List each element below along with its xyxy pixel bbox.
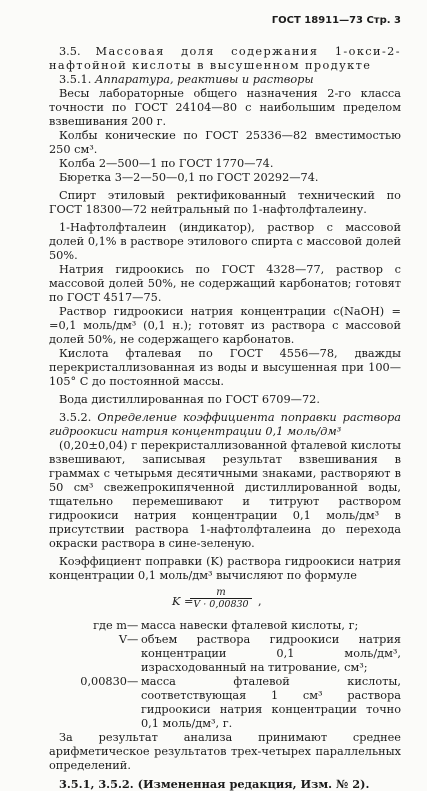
formula (49, 587, 401, 617)
section-number: 3.5. (59, 45, 81, 58)
reagent-item: Спирт этиловый ректификованный технический по ГОСТ 18300—72 нейтральный по 1-нафтолфталеину. (49, 189, 401, 216)
reagent-item: Кислота фталевая по ГОСТ 4556—78, дважды перекристаллизованная из воды и высушенная при 100—105° С до постоянной массы. (49, 347, 401, 388)
definition-text: масса фталевой кислоты, соответствующая 1 см³ раствора гидроокиси натрия концентрации точно 0,1 моль/дм³, г. (141, 675, 401, 730)
formula-lhs: K = (172, 595, 194, 608)
reagent-item: Раствор гидроокиси натрия концентрации с(NaOH) = =0,1 моль/дм³ (0,1 н.); готовят из раствора с массовой долей 50%, не содержащего карбонатов. (49, 305, 401, 346)
formula-tail: , (258, 595, 262, 608)
reagent-item: Натрия гидроокись по ГОСТ 4328—77, раствор с массовой долей 50%, не содержащий карбонатов; готовят по ГОСТ 4517—75. (49, 263, 401, 304)
section-number: 3.5.2. (59, 411, 92, 424)
reagent-item: 1-Нафтолфталеин (индикатор), раствор с массовой долей 0,1% в растворе этилового спирта с массовой долей 50%. (49, 221, 401, 262)
definition-symbol: где m (93, 619, 127, 632)
formula-fraction (190, 587, 252, 611)
section-3-5-heading (49, 45, 401, 73)
definition-dash: — (127, 619, 139, 632)
coefficient-paragraph: Коэффициент поправки (K) раствора гидроокиси натрия концентрации 0,1 моль/дм³ вычисляют по формуле (49, 555, 401, 582)
section-title: Аппаратура, реактивы и растворы (94, 73, 314, 86)
section-title: Определение коэффициента поправки раствора гидроокиси натрия концентрации 0,1 моль/дм³ (49, 411, 401, 438)
document-page (49, 14, 401, 791)
formula-denominator: V · 0,00830 (193, 599, 249, 610)
page-header: ГОСТ 18911—73 Стр. 3 (271, 15, 401, 26)
section-number: 3.5.1. (59, 73, 92, 86)
reagent-item: Колбы конические по ГОСТ 25336—82 вместимостью 250 см³. (49, 129, 401, 156)
reagent-item: Колба 2—500—1 по ГОСТ 1770—74. (59, 157, 274, 170)
reagent-item: Весы лабораторные общего назначения 2-го класса точности по ГОСТ 24104—80 с наибольшим пределом взвешивания 200 г. (49, 87, 401, 128)
formula-numerator: m (216, 587, 226, 598)
definition-row (49, 619, 401, 633)
definition-dash: — (127, 675, 139, 688)
variable-definitions (49, 619, 401, 731)
definition-symbol: V (118, 633, 127, 646)
definition-symbol: 0,00830 (80, 675, 127, 688)
procedure-paragraph: (0,20±0,04) г перекристаллизованной фталевой кислоты взвешивают, записывая результат взвешивания в граммах с четырьмя десятичными знаками, растворяют в 50 см³ свежепрокипяченной дистиллированной воды, тщательно перемешивают и титруют раствором гидроокиси натрия концентрации 0,1 моль/дм³ в присутствии раствора 1-нафтолфталеина до перехода окраски раствора в сине-зеленую. (49, 439, 401, 550)
definition-row (49, 633, 401, 675)
reagent-item: Вода дистиллированная по ГОСТ 6709—72. (59, 393, 320, 406)
definition-text: объем раствора гидроокиси натрия концентрации 0,1 моль/дм³, израсходованный на титрование, см³; (141, 633, 401, 674)
definition-row (49, 675, 401, 731)
amendment-note: 3.5.1, 3.5.2. (Измененная редакция, Изм. № 2). (59, 777, 370, 791)
definition-text: масса навески фталевой кислоты, г; (141, 619, 359, 632)
reagent-item: Бюретка 3—2—50—0,1 по ГОСТ 20292—74. (59, 171, 319, 184)
definition-dash: — (127, 633, 139, 646)
section-3-5-1-heading (49, 73, 401, 87)
section-title: Массовая доля содержания 1-окси-2-нафтойной кислоты в высушенном продукте (49, 45, 401, 72)
result-paragraph: За результат анализа принимают среднее арифметическое результатов трех-четырех параллельных определений. (49, 731, 401, 772)
section-3-5-2-heading (49, 411, 401, 439)
